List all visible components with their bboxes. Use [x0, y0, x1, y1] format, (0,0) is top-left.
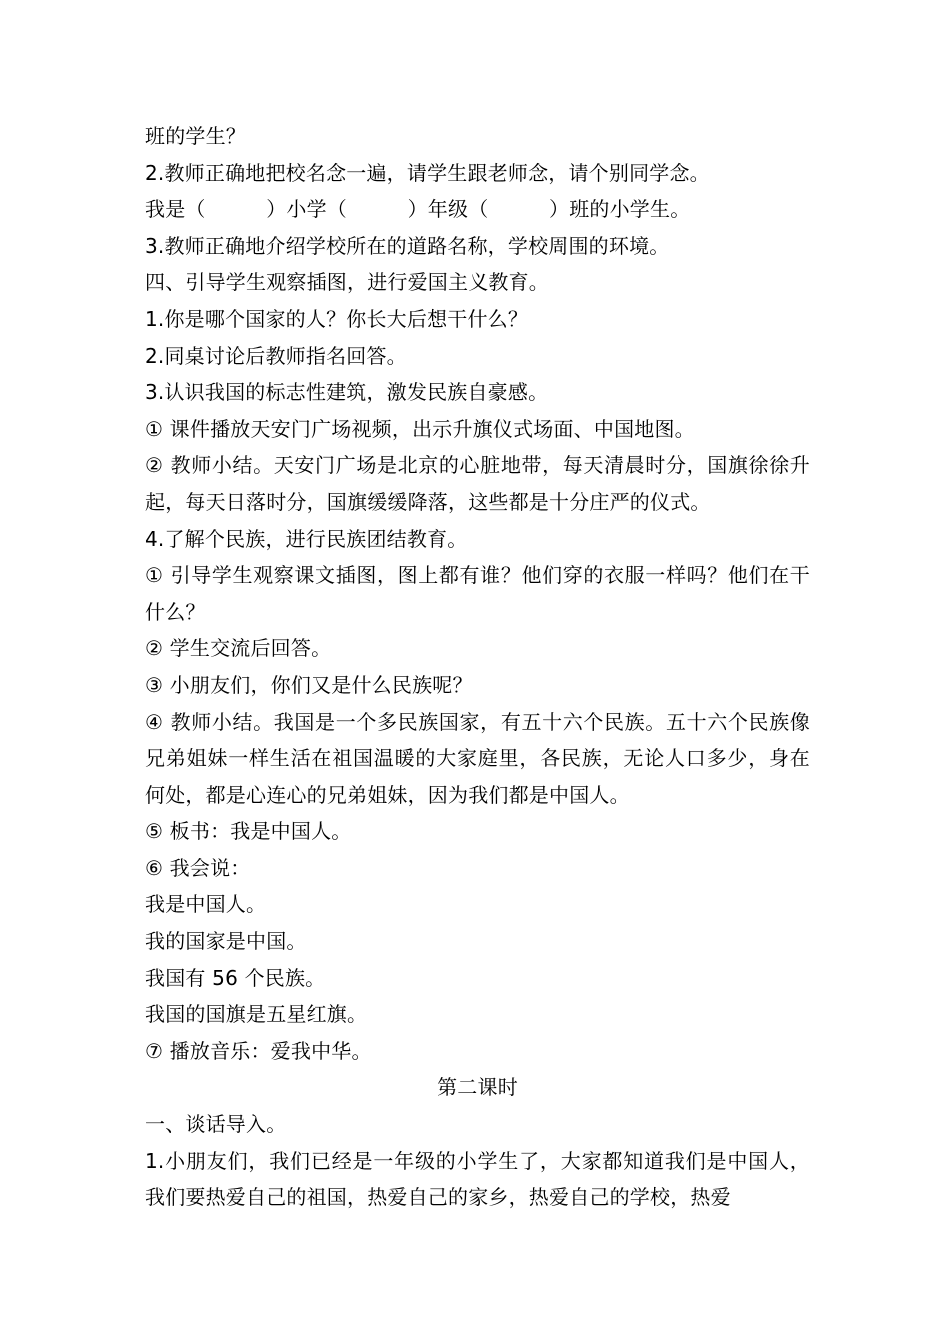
section-heading: 四、引导学生观察插图，进行爱国主义教育。	[145, 270, 549, 295]
text-line: 4.了解个民族，进行民族团结教育。	[145, 526, 468, 551]
text-line: ③ 小朋友们，你们又是什么民族呢？	[145, 672, 473, 697]
paragraph: ② 教师小结。天安门广场是北京的心脏地带，每天清晨时分，国旗徐徐升起，每天日落时分，国旗缓缓降落，这些都是十分庄严的仪式。	[145, 453, 810, 514]
text-line: ② 学生交流后回答。	[145, 636, 332, 661]
paragraph: ① 引导学生观察课文插图，图上都有谁？他们穿的衣服一样吗？他们在干什么？	[145, 563, 810, 624]
text-line: 我国的国旗是五星红旗。	[145, 1002, 368, 1027]
text-line: 我国有 56 个民族。	[145, 965, 326, 990]
fill-in-blank-line: 我是（ ）小学（ ）年级（ ）班的小学生。	[145, 197, 691, 222]
text-line: ⑥ 我会说：	[145, 855, 251, 880]
lesson-title: 第二课时	[437, 1075, 518, 1100]
text-line: 3.教师正确地介绍学校所在的道路名称，学校周围的环境。	[145, 233, 670, 258]
text-line: 我的国家是中国。	[145, 929, 307, 954]
document-body	[145, 118, 810, 1216]
text-line: ⑦ 播放音乐：爱我中华。	[145, 1038, 372, 1063]
text-line: 2.教师正确地把校名念一遍，请学生跟老师念，请个别同学念。	[145, 160, 710, 185]
paragraph: ④ 教师小结。我国是一个多民族国家，有五十六个民族。五十六个民族像兄弟姐妹一样生活在祖国温暖的大家庭里，各民族，无论人口多少，身在何处，都是心连心的兄弟姐妹，因为我们都是中国人。	[145, 709, 810, 807]
text-line: ⑤ 板书：我是中国人。	[145, 819, 352, 844]
paragraph: 1.小朋友们，我们已经是一年级的小学生了，大家都知道我们是中国人，我们要热爱自己的祖国，热爱自己的家乡，热爱自己的学校，热爱	[145, 1148, 810, 1210]
text-line: 班的学生？	[145, 124, 246, 148]
section-heading: 一、谈话导入。	[145, 1112, 287, 1137]
text-line: 2.同桌讨论后教师指名回答。	[145, 343, 407, 368]
text-line: 我是中国人。	[145, 892, 267, 917]
text-line: 1.你是哪个国家的人？你长大后想干什么？	[145, 306, 529, 331]
text-line: ① 课件播放天安门广场视频，出示升旗仪式场面、中国地图。	[145, 416, 695, 441]
text-line: 3.认识我国的标志性建筑，激发民族自豪感。	[145, 380, 549, 405]
